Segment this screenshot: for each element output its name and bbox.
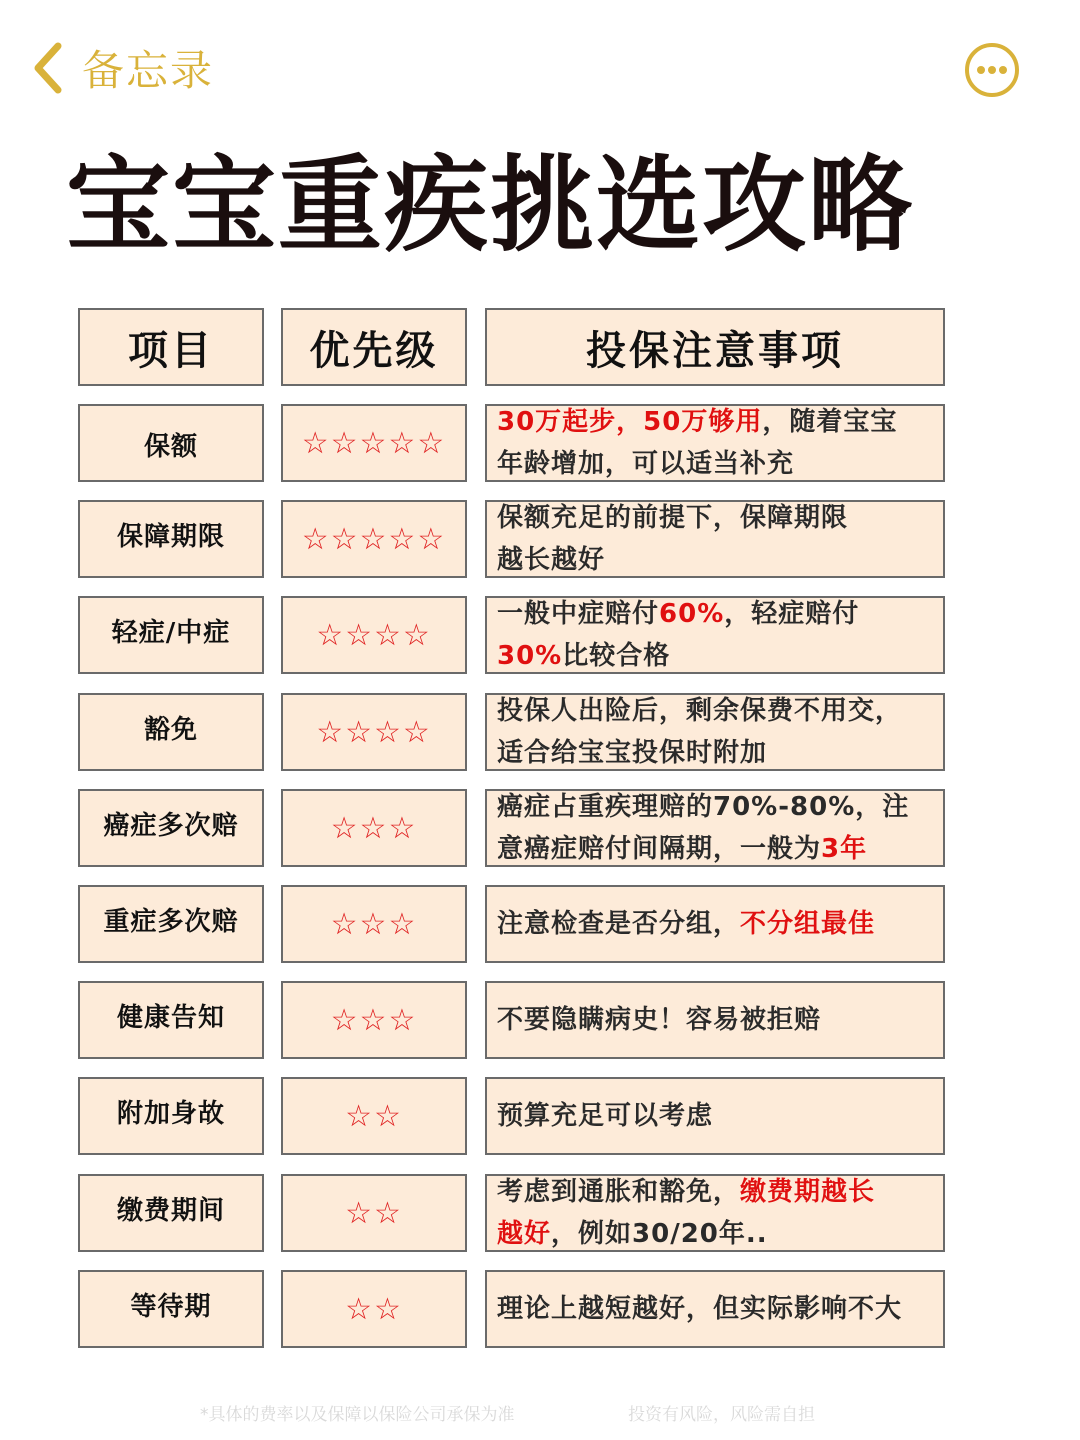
table-row-priority xyxy=(281,885,467,963)
star-rating-icon: ☆☆☆☆☆ xyxy=(301,425,447,461)
table-row-priority xyxy=(281,981,467,1059)
note-text xyxy=(497,690,902,774)
note-segment: 投保人出险后，剩余保费不用交， xyxy=(497,696,903,726)
table-row-note xyxy=(485,404,945,482)
star-rating-icon: ☆☆ xyxy=(345,1195,403,1231)
note-line xyxy=(497,593,859,635)
star-rating-icon: ☆☆☆ xyxy=(330,810,418,846)
note-line xyxy=(497,903,875,945)
note-line xyxy=(497,539,848,581)
note-line xyxy=(497,1095,713,1137)
item-label: 缴费期间 xyxy=(116,1196,225,1226)
note-line xyxy=(497,1171,875,1213)
table-row-item xyxy=(78,1077,264,1155)
note-segment: 越长越好 xyxy=(497,545,606,575)
table-row-note xyxy=(485,693,945,771)
table-row-note xyxy=(485,981,945,1059)
note-line xyxy=(497,1213,875,1255)
item-label: 豁免 xyxy=(143,715,198,745)
note-text xyxy=(497,786,909,870)
footer-risk-notice: 投资有风险，风险需自担 xyxy=(628,1405,815,1425)
note-highlight: 不分组最佳 xyxy=(740,909,876,939)
note-text xyxy=(497,903,875,945)
note-segment: 比较合格 xyxy=(562,641,671,671)
item-label: 保障期限 xyxy=(116,522,225,552)
table-row-note xyxy=(485,789,945,867)
table-row-priority xyxy=(281,500,467,578)
table-row-priority xyxy=(281,789,467,867)
table-row-item xyxy=(78,1174,264,1252)
table-row-item xyxy=(78,885,264,963)
back-button[interactable] xyxy=(30,38,214,98)
table-row-item xyxy=(78,596,264,674)
note-segment: 年龄增加，可以适当补充 xyxy=(497,449,795,479)
note-line xyxy=(497,732,902,774)
table-row-priority xyxy=(281,1077,467,1155)
note-highlight: 越好 xyxy=(497,1219,552,1249)
back-label: 备忘录 xyxy=(82,46,215,95)
more-icon xyxy=(964,42,1020,98)
note-text xyxy=(497,1288,902,1330)
header-priority xyxy=(281,308,467,386)
note-segment: 注意检查是否分组， xyxy=(497,909,741,939)
note-segment: ，轻症赔付 xyxy=(724,599,860,629)
header-notes xyxy=(485,308,945,386)
note-line xyxy=(497,635,859,677)
more-options-button[interactable] xyxy=(964,42,1020,98)
table-row-priority xyxy=(281,596,467,674)
note-text xyxy=(497,497,848,581)
note-segment: 癌症占重疾理赔的70%-80%，注 xyxy=(497,792,910,822)
table-row-item xyxy=(78,789,264,867)
note-line xyxy=(497,401,897,443)
note-text xyxy=(497,1171,875,1255)
header-priority-label: 优先级 xyxy=(309,327,439,374)
table-row-note xyxy=(485,1077,945,1155)
note-highlight: 30% xyxy=(497,641,563,671)
table-row-priority xyxy=(281,693,467,771)
star-rating-icon: ☆☆☆☆ xyxy=(316,714,432,750)
note-text xyxy=(497,1095,713,1137)
item-label: 重症多次赔 xyxy=(103,907,239,937)
page-title: 宝宝重疾挑选攻略 xyxy=(66,144,915,266)
note-highlight: 60% xyxy=(659,599,725,629)
note-segment: 意癌症赔付间隔期，一般为 xyxy=(497,834,822,864)
note-line xyxy=(497,443,897,485)
table-row-priority xyxy=(281,404,467,482)
note-segment: 预算充足可以考虑 xyxy=(497,1101,714,1131)
note-text xyxy=(497,401,897,485)
header-item xyxy=(78,308,264,386)
header-notes-label: 投保注意事项 xyxy=(586,327,844,374)
note-line xyxy=(497,1288,902,1330)
note-text xyxy=(497,999,821,1041)
table-row-item xyxy=(78,500,264,578)
note-segment: 一般中症赔付 xyxy=(497,599,660,629)
star-rating-icon: ☆☆☆ xyxy=(330,1002,418,1038)
note-text xyxy=(497,593,859,677)
table-row-item xyxy=(78,404,264,482)
note-segment: 考虑到通胀和豁免， xyxy=(497,1177,741,1207)
table-row-priority xyxy=(281,1174,467,1252)
note-segment: 理论上越短越好，但实际影响不大 xyxy=(497,1294,903,1324)
table-row-item xyxy=(78,1270,264,1348)
note-segment: ，例如30/20年.. xyxy=(551,1219,768,1249)
star-rating-icon: ☆☆ xyxy=(345,1098,403,1134)
star-rating-icon: ☆☆☆☆ xyxy=(316,617,432,653)
footer-disclaimer: *具体的费率以及保障以保险公司承保为准 xyxy=(200,1405,515,1425)
table-row-note xyxy=(485,596,945,674)
chevron-left-icon xyxy=(30,40,64,96)
note-segment: 不要隐瞒病史！容易被拒赔 xyxy=(497,1005,822,1035)
table-row-note xyxy=(485,1270,945,1348)
table-row-item xyxy=(78,981,264,1059)
note-line xyxy=(497,828,909,870)
note-line xyxy=(497,786,909,828)
note-highlight: 30万起步，50万够用 xyxy=(497,407,763,437)
star-rating-icon: ☆☆☆☆☆ xyxy=(301,521,447,557)
header-item-label: 项目 xyxy=(128,327,214,374)
note-line xyxy=(497,999,821,1041)
table-row-note xyxy=(485,885,945,963)
note-segment: 适合给宝宝投保时附加 xyxy=(497,738,768,768)
note-line xyxy=(497,690,902,732)
item-label: 癌症多次赔 xyxy=(103,811,239,841)
item-label: 等待期 xyxy=(130,1292,212,1322)
item-label: 健康告知 xyxy=(116,1003,225,1033)
table-row-note xyxy=(485,500,945,578)
table-row-note xyxy=(485,1174,945,1252)
note-highlight: 缴费期越长 xyxy=(740,1177,876,1207)
item-label: 保额 xyxy=(143,432,198,462)
note-highlight: 3年 xyxy=(821,834,868,864)
item-label: 附加身故 xyxy=(116,1099,225,1129)
note-segment: ，随着宝宝 xyxy=(762,407,898,437)
star-rating-icon: ☆☆☆ xyxy=(330,906,418,942)
note-segment: 保额充足的前提下，保障期限 xyxy=(497,503,849,533)
table-row-priority xyxy=(281,1270,467,1348)
star-rating-icon: ☆☆ xyxy=(345,1291,403,1327)
table-row-item xyxy=(78,693,264,771)
item-label: 轻症/中症 xyxy=(111,618,231,648)
note-line xyxy=(497,497,848,539)
